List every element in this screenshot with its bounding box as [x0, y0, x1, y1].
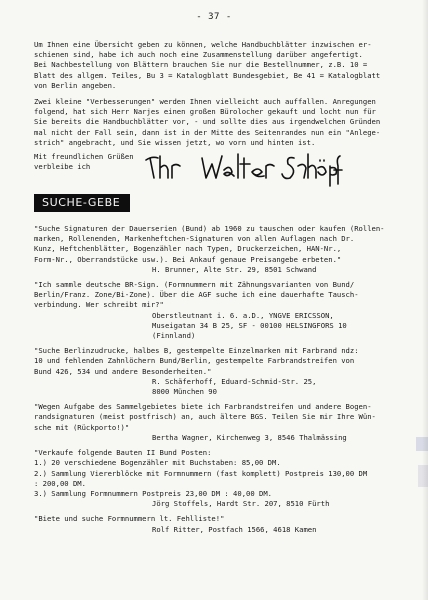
ad-contact: [34, 265, 406, 275]
ad-contact: [34, 433, 406, 443]
handwritten-signature: [144, 148, 344, 188]
contact-line: Oberstleutnant i. 6. a.D., YNGVE ERICSSON,: [152, 310, 334, 320]
ad-text-line: 10 und fehlenden Zahnlöchern Bund/Berlin, gestempelte Farbrandstreifen von: [34, 356, 355, 366]
ad-text-line: 1.) 20 verschiedene Bogenzähler mit Buchstaben: 85,00 DM.: [34, 458, 281, 468]
closing-remain: verbleibe ich: [34, 162, 91, 172]
closing-greeting: Mit freundlichen Grüßen: [34, 152, 134, 162]
text-line: mal nicht der Fall sein, dann ist in der Mitte des Seitenrandes nun ein "Anlege-: [34, 127, 381, 137]
ad-text-line: : 200,00 DM.: [34, 478, 86, 488]
text-line: strich" angebracht, und Sie wissen jetzt, wo vorn und hinten ist.: [34, 137, 316, 147]
text-line: Um Ihnen eine Übersicht geben zu können, welche Handbuchblätter inzwischen er-: [34, 40, 372, 49]
contact-line: Jörg Stoffels, Hardt Str. 207, 8510 Fürth: [152, 499, 330, 509]
document-body: [34, 40, 406, 540]
text-line: Sie bereits die Handbuchblätter vor, - und sollte dies aus irgendwelchen Gründen: [34, 117, 381, 127]
text-line: folgend, hat sich Herr Narjes einen großen Bürolocher gekauft und locht nun für: [34, 107, 376, 117]
ad-item: [34, 514, 406, 534]
ad-text-line: marken, Rollenenden, Markenheftchen-Signaturen von allen Auflagen nach Dr.: [34, 234, 355, 244]
closing-block: [34, 152, 406, 188]
contact-line: R. Schäferhoff, Eduard-Schmid-Str. 25,: [152, 376, 317, 386]
ad-text-line: Kunz, Heftchenblätter, Bogenzähler nach Typen, Druckerzeichen, HAN-Nr.,: [34, 244, 342, 254]
ad-text-line: 2.) Sammlung Viererblöcke mit Formnummern (fast komplett) Postpreis 130,00 DM: [34, 468, 368, 478]
text-line: schienen sind, habe ich auch noch eine Zusammenstellung darüber angefertigt.: [34, 50, 363, 60]
text-line: Blatt des allgem. Teiles, Bu 3 = Katalogblatt Bundesgebiet, Be 41 = Katalogblatt: [34, 70, 381, 80]
text-line: von Berlin angeben.: [34, 80, 117, 90]
ad-text-line: "Biete und suche Formnummern lt. Fehlliste!": [34, 514, 225, 524]
ad-text-line: randsignaturen (meist postfrisch) an, auch ältere BGS. Teilen Sie mir Ihre Wün-: [34, 412, 376, 422]
ad-text-line: 3.) Sammlung Formnummern Postpreis 23,00 DM : 40,00 DM.: [34, 488, 272, 498]
ad-text-line: "Suche Signaturen der Dauerserien (Bund) ab 1960 zu tauschen oder kaufen (Rollen-: [34, 224, 385, 234]
page-number: - 37 -: [196, 12, 232, 22]
contact-line: H. Brunner, Alte Str. 29, 8501 Schwand: [152, 264, 317, 274]
text-line: Bei Nachbestellung von Blättern brauchen Sie nur die Bestellnummer, z.B. 10 =: [34, 60, 368, 70]
ad-text-line: Form-Nr., Oberrandstücke usw.). Bei Ankauf genaue Preisangebe erbeten.": [34, 254, 342, 264]
ad-text-line: "Wegen Aufgabe des Sammelgebietes biete ich Farbrandstreifen und andere Bogen-: [34, 402, 372, 412]
contact-line: 8000 München 90: [152, 387, 217, 397]
ad-item: [34, 346, 406, 397]
text-line: Zwei kleine "Verbesserungen" werden Ihnen vielleicht auch auffallen. Anregungen: [34, 97, 376, 107]
ad-contact: [34, 499, 406, 509]
contact-line: (Finnland): [152, 331, 196, 341]
ad-text-line: verbindung. Wer schreibt mir?": [34, 300, 164, 310]
scan-edge-shadow: [422, 0, 428, 600]
intro-paragraph: [34, 40, 406, 91]
ad-text-line: "Verkaufe folgende Bauten II Bund Posten:: [34, 448, 212, 458]
ad-text-line: Berlin/Franz. Zone/Bi-Zone). Über die AGF suche ich eine dauerhafte Tausch-: [34, 290, 359, 300]
improvements-paragraph: [34, 97, 406, 148]
ad-text-line: "Ich sammle deutsche BR-Sign. (Formnummern mit Zähnungsvarianten von Bund/: [34, 280, 355, 290]
section-heading: SUCHE-GEBE: [34, 194, 130, 212]
ad-item: [34, 280, 406, 341]
contact-line: Rolf Ritter, Postfach 1566, 4618 Kamen: [152, 524, 317, 534]
ad-text-line: sche mit (Rückporto!)": [34, 422, 130, 432]
ad-item: [34, 448, 406, 509]
ad-contact: [34, 311, 406, 342]
ad-text-line: Bund 426, 534 und andere Besonderheiten.": [34, 366, 212, 376]
ad-item: [34, 224, 406, 275]
ad-contact: [34, 525, 406, 535]
contact-line: Museigatan 34 B 25, SF - 00100 HELSINGFORS 10: [152, 320, 347, 330]
ad-contact: [34, 377, 406, 397]
ad-item: [34, 402, 406, 443]
ad-text-line: "Suche Berlinzudrucke, halbes B, gestempelte Einzelmarken mit Farbrand ndz:: [34, 346, 359, 356]
contact-line: Bertha Wagner, Kirchenweg 3, 8546 Thalmässing: [152, 432, 347, 442]
